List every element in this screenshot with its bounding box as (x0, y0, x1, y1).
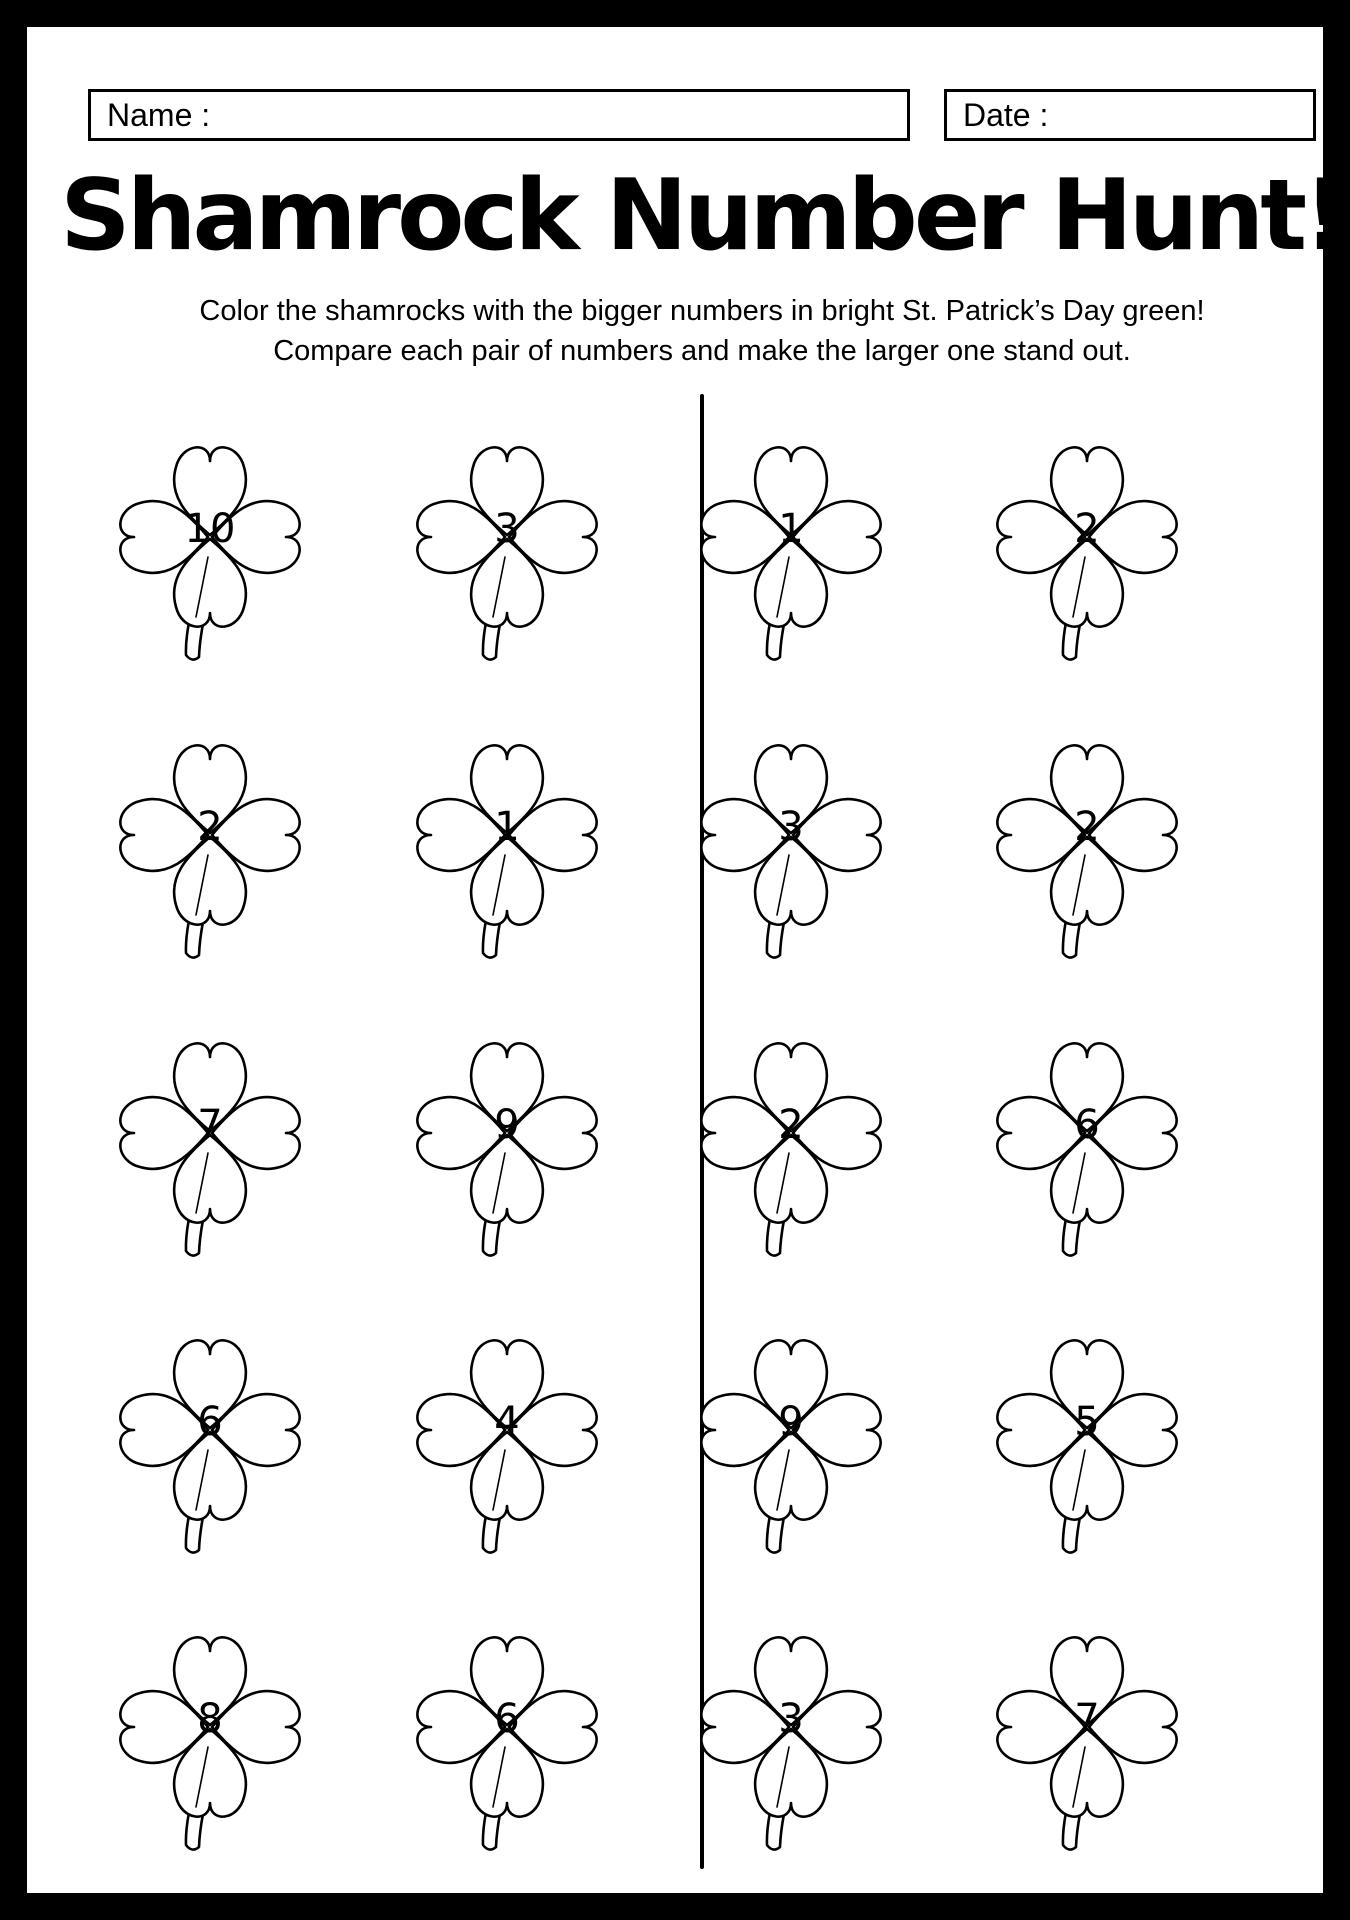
shamrock-left-3-a[interactable] (90, 1003, 330, 1263)
page-title: Shamrock Number Hunt! (60, 159, 1344, 273)
shamrock-number: 10 (184, 506, 236, 552)
instructions (27, 291, 1350, 371)
shamrock-right-2-b[interactable] (967, 705, 1207, 965)
shamrock-number: 5 (1074, 1399, 1100, 1445)
shamrock-right-1-a[interactable] (671, 407, 911, 667)
shamrock-number: 2 (778, 1102, 804, 1148)
shamrock-number: 2 (1074, 804, 1100, 850)
shamrock-left-4-a[interactable] (90, 1300, 330, 1560)
shamrock-number: 2 (1074, 506, 1100, 552)
shamrock-number: 2 (197, 804, 223, 850)
shamrock-right-3-a[interactable] (671, 1003, 911, 1263)
shamrock-number: 1 (494, 804, 520, 850)
shamrock-right-4-b[interactable] (967, 1300, 1207, 1560)
date-field[interactable] (944, 89, 1316, 141)
shamrock-number: 7 (197, 1102, 223, 1148)
shamrock-number: 7 (1074, 1696, 1100, 1742)
shamrock-right-5-a[interactable] (671, 1597, 911, 1857)
shamrock-left-2-a[interactable] (90, 705, 330, 965)
shamrock-left-1-b[interactable] (387, 407, 627, 667)
shamrock-number: 9 (494, 1102, 520, 1148)
shamrock-number: 6 (1074, 1102, 1100, 1148)
shamrock-number: 6 (197, 1399, 223, 1445)
instructions-line-2: Compare each pair of numbers and make the larger one stand out. (273, 335, 1131, 367)
shamrock-number: 3 (778, 804, 804, 850)
shamrock-right-5-b[interactable] (967, 1597, 1207, 1857)
shamrock-right-2-a[interactable] (671, 705, 911, 965)
shamrock-number: 4 (494, 1399, 520, 1445)
shamrock-left-3-b[interactable] (387, 1003, 627, 1263)
name-label: Name : (107, 96, 211, 133)
shamrock-left-5-b[interactable] (387, 1597, 627, 1857)
shamrock-number: 3 (494, 506, 520, 552)
date-label: Date : (963, 96, 1049, 133)
shamrock-number: 9 (778, 1399, 804, 1445)
name-field[interactable] (88, 89, 910, 141)
shamrock-left-4-b[interactable] (387, 1300, 627, 1560)
shamrock-number: 8 (197, 1696, 223, 1742)
instructions-line-1: Color the shamrocks with the bigger numbers in bright St. Patrick’s Day green! (199, 295, 1205, 327)
shamrock-number: 3 (778, 1696, 804, 1742)
shamrock-grid (27, 407, 1350, 1867)
shamrock-left-1-a[interactable] (90, 407, 330, 667)
shamrock-right-3-b[interactable] (967, 1003, 1207, 1263)
shamrock-right-4-a[interactable] (671, 1300, 911, 1560)
shamrock-number: 1 (778, 506, 804, 552)
shamrock-number: 6 (494, 1696, 520, 1742)
shamrock-left-5-a[interactable] (90, 1597, 330, 1857)
shamrock-right-1-b[interactable] (967, 407, 1207, 667)
shamrock-left-2-b[interactable] (387, 705, 627, 965)
